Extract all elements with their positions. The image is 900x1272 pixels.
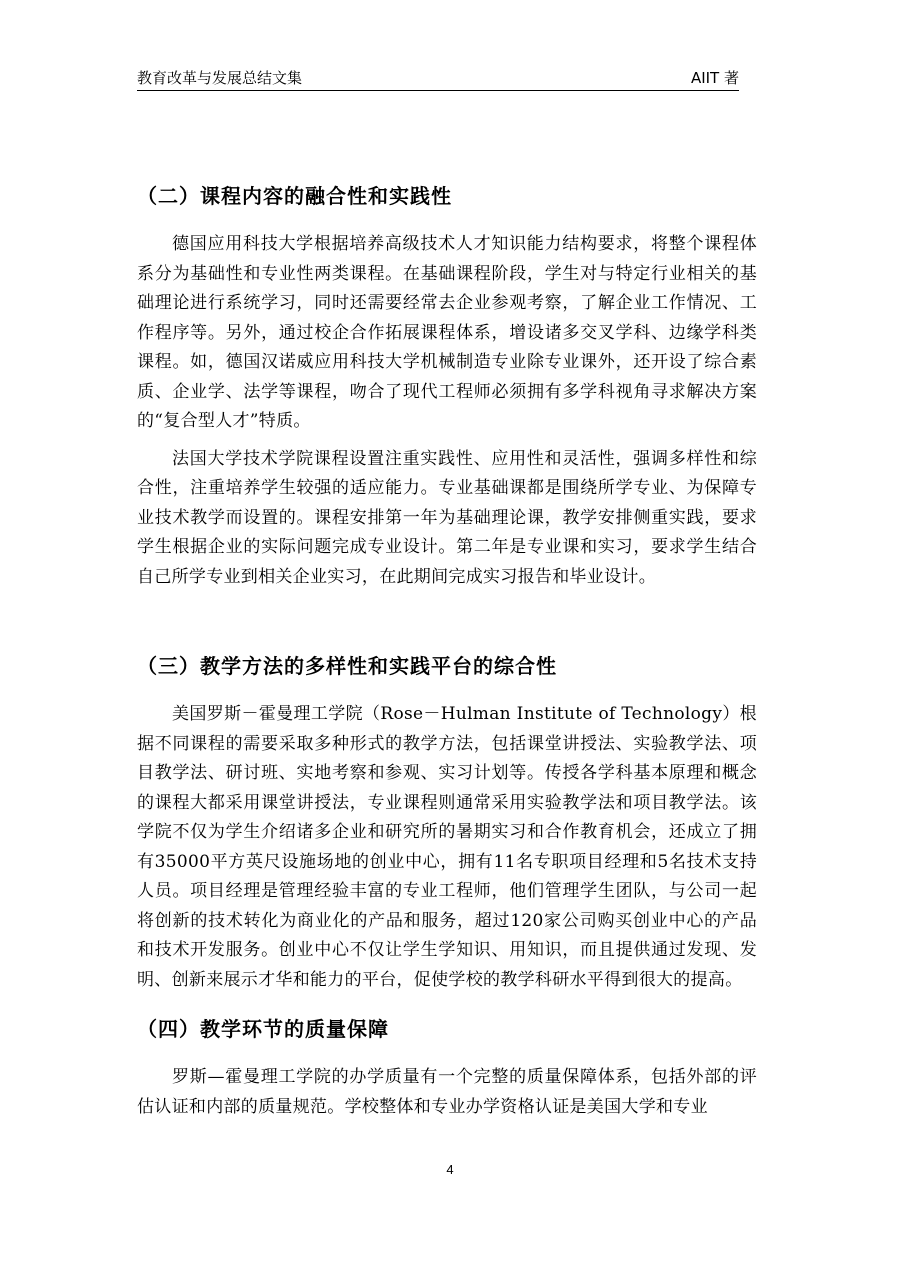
page-number: 4 [446, 1162, 454, 1177]
section-heading: （四）教学环节的质量保障 [137, 1017, 389, 1041]
page-content [137, 168, 757, 1122]
paragraph: 法国大学技术学院课程设置注重实践性、应用性和灵活性，强调多样性和综合性，注重培养学生较强的适应能力。专业基础课都是围绕所学专业、为保障专业技术教学而设置的。课程安排第一年为基础理论课，教学安排侧重实践，要求学生根据企业的实际问题完成专业设计。第二年是专业课和实习，要求学生结合自己所学专业到相关企业实习，在此期间完成实习报告和毕业设计。 [137, 448, 757, 587]
paragraph: 美国罗斯－霍曼理工学院（Rose－Hulman Institute of Technology）根据不同课程的需要采取多种形式的教学方法，包括课堂讲授法、实验教学法、项目教学法、研讨班、实地考察和参观、实习计划等。传授各学科基本原理和概念的课程大都采用课堂讲授法，专业课程则通常采用实验教学法和项目教学法。该学院不仅为学生介绍诸多企业和研究所的暑期实习和合作教育机会，还成立了拥有35000平方英尺设施场地的创业中心，拥有11名专职项目经理和5名技术支持人员。项目经理是管理经验丰富的专业工程师，他们管理学生团队，与公司一起将创新的技术转化为商业化的产品和服务，超过120家公司购买创业中心的产品和技术开发服务。创业中心不仅让学生学知识、用知识，而且提供通过发现、发明、创新来展示才华和能力的平台，促使学校的教学科研水平得到很大的提高。 [137, 704, 757, 990]
section-4 [137, 1001, 757, 1122]
paragraph: 德国应用科技大学根据培养高级技术人才知识能力结构要求，将整个课程体系分为基础性和专业性两类课程。在基础课程阶段，学生对与特定行业相关的基础理论进行系统学习，同时还需要经常去企业参观考察，了解企业工作情况、工作程序等。另外，通过校企合作拓展课程体系，增设诸多交叉学科、边缘学科类课程。如，德国汉诺威应用科技大学机械制造专业除专业课外，还开设了综合素质、企业学、法学等课程，吻合了现代工程师必须拥有多学科视角寻求解决方案的“复合型人才”特质。 [137, 234, 757, 431]
header-title: 教育改革与发展总结文集 [137, 69, 303, 87]
section-3 [137, 638, 757, 995]
header-author: AIIT 著 [690, 69, 739, 87]
section-heading: （二）课程内容的融合性和实践性 [137, 184, 452, 208]
section-heading: （三）教学方法的多样性和实践平台的综合性 [137, 654, 557, 678]
page-header [137, 66, 739, 91]
paragraph: 罗斯—霍曼理工学院的办学质量有一个完整的质量保障体系，包括外部的评估认证和内部的质量规范。学校整体和专业办学资格认证是美国大学和专业 [137, 1067, 757, 1117]
section-2 [137, 168, 757, 592]
